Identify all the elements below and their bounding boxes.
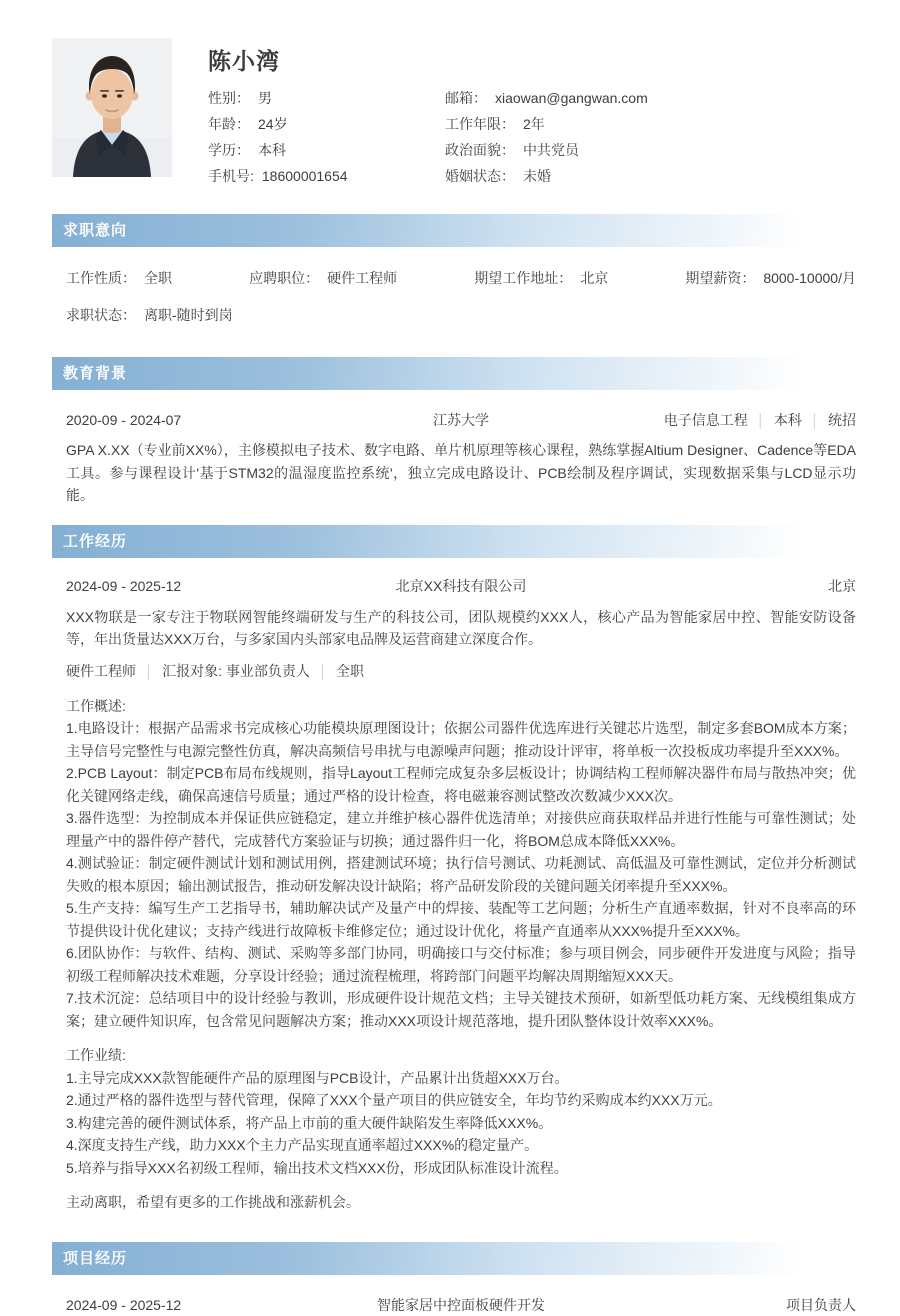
- work-overview: [52, 695, 870, 1033]
- section-header-job-intent: [52, 214, 870, 247]
- portrait-image: [52, 38, 172, 177]
- achievement-item: 1.主导完成XXX款智能硬件产品的原理图与PCB设计，产品累计出货超XXX万台。: [66, 1069, 569, 1086]
- field-marital-status: 婚姻状态： 未婚: [445, 168, 551, 184]
- candidate-info: [208, 38, 870, 184]
- overview-item: 2.PCB Layout：制定PCB布局布线规则，指导Layout工程师完成复杂多层板设计；协调结构工程师解决器件布局与散热冲突；优化关键网络走线，确保高速信号质量；通过严格的设计检查，将电磁兼容测试整改次数减少XXX次。: [66, 765, 856, 804]
- section-title: 项目经历: [63, 1249, 128, 1267]
- project-name: 智能家居中控面板硬件开发: [377, 1296, 545, 1313]
- intent-salary: 期望薪资： 8000-10000/月: [685, 270, 856, 286]
- field-gender: 性别： 男: [208, 90, 272, 106]
- work-role-row: [52, 660, 870, 683]
- overview-item: 4.测试验证：制定硬件测试计划和测试用例，搭建测试环境；执行信号测试、功耗测试、高低温及可靠性测试，定位并分析测试失败的根本原因；输出测试报告，推动研发解决设计缺陷；将产品研发阶段的关键问题关闭率提升至XXX%。: [66, 855, 856, 894]
- field-political-status: 政治面貌： 中共党员: [445, 142, 579, 158]
- intent-position: 应聘职位： 硬件工程师: [249, 270, 398, 286]
- section-header-work: [52, 525, 870, 558]
- education-description: GPA X.XX（专业前XX%），主修模拟电子技术、数字电路、单片机原理等核心课程，熟练掌握Altium Designer、Cadence等EDA工具。参与课程设计'基于STM32的温湿度监控系统'，独立完成电路设计、PCB绘制及程序调试，实现数据采集与LCD显示功能。: [66, 442, 856, 503]
- job-intent-row: [52, 267, 870, 289]
- work-overview-title: 工作概述:: [66, 697, 126, 714]
- separator: │: [810, 413, 819, 428]
- intent-job-nature: 工作性质： 全职: [66, 270, 172, 286]
- work-role: 硬件工程师: [66, 662, 136, 679]
- field-email: 邮箱： xiaowan@gangwan.com: [445, 90, 648, 106]
- education-period: 2020-09 - 2024-07: [66, 412, 182, 428]
- work-location: 北京: [828, 577, 856, 594]
- education-school: 江苏大学: [433, 412, 489, 428]
- separator: │: [756, 413, 765, 428]
- field-age: 年龄： 24岁: [208, 116, 288, 132]
- section-title: 求职意向: [63, 222, 128, 239]
- leave-reason: 主动离职，希望有更多的工作挑战和涨薪机会。: [66, 1194, 360, 1210]
- overview-item: 6.团队协作：与软件、结构、测试、采购等多部门协同，明确接口与交付标准；参与项目例会，同步硬件开发进度与风险；指导初级工程师解决技术难题，分享设计经验；通过流程梳理，将跨部门问题平均解决周期缩短XXX天。: [66, 945, 856, 984]
- achievement-item: 5.培养与指导XXX名初级工程师，输出技术文档XXX份，形成团队标准设计流程。: [66, 1159, 568, 1176]
- separator: │: [145, 663, 154, 679]
- separator: │: [318, 663, 328, 679]
- achievement-item: 3.构建完善的硬件测试体系，将产品上市前的重大硬件缺陷发生率降低XXX%。: [66, 1114, 553, 1131]
- overview-item: 5.生产支持：编写生产工艺指导书，辅助解决试产及量产中的焊接、装配等工艺问题；分析生产直通率数据，针对不良率高的环节提供设计优化建议；支持产线进行故障板卡维修定位；通过设计优化，将量产直通率从XXX%提升至XXX%。: [66, 900, 856, 939]
- resume-page: [52, 0, 870, 1316]
- section-header-education: [52, 357, 870, 390]
- section-header-project: [52, 1242, 870, 1275]
- field-phone: 手机号: 18600001654: [208, 168, 348, 184]
- section-title: 教育背景: [63, 365, 128, 382]
- work-achievements: [52, 1044, 870, 1179]
- basic-info-grid: [208, 91, 870, 184]
- intent-location: 期望工作地址： 北京: [474, 270, 609, 286]
- work-report-to: 汇报对象: 事业部负责人: [162, 662, 310, 679]
- work-row: [52, 575, 870, 597]
- job-status-row: 求职状态： 离职-随时到岗: [66, 307, 233, 323]
- education-row: [52, 409, 870, 432]
- profile-photo: [52, 38, 172, 177]
- candidate-name: 陈小湾: [208, 48, 280, 74]
- work-company: 北京XX科技有限公司: [395, 577, 527, 594]
- work-period: 2024-09 - 2025-12: [66, 577, 182, 594]
- field-experience-years: 工作年限： 2年: [445, 116, 545, 132]
- overview-item: 1.电路设计：根据产品需求书完成核心功能模块原理图设计；依据公司器件优选库进行关键芯片选型，制定多套BOM成本方案；主导信号完整性与电源完整性仿真，解决高频信号串扰与电源噪声问题；推动设计评审，将单板一次投板成功率提升至XXX%。: [66, 720, 856, 759]
- project-row: [52, 1294, 870, 1316]
- section-title: 工作经历: [63, 532, 128, 550]
- achievement-item: 4.深度支持生产线，助力XXX个主力产品实现直通率超过XXX%的稳定量产。: [66, 1137, 539, 1153]
- project-period: 2024-09 - 2025-12: [66, 1296, 182, 1313]
- project-role: 项目负责人: [786, 1296, 856, 1313]
- overview-item: 3.器件选型：为控制成本并保证供应链稳定，建立并维护核心器件优选清单；对接供应商获取样品并进行性能与可靠性测试；处理量产中的器件停产替代，完成替代方案验证与切换；通过器件归一化，将BOM总成本降低XXX%。: [66, 810, 856, 849]
- achievement-item: 2.通过严格的器件选型与替代管理，保障了XXX个量产项目的供应链安全，年均节约采购成本约XXX万元。: [66, 1092, 722, 1108]
- company-intro: XXX物联是一家专注于物联网智能终端研发与生产的科技公司，团队规模约XXX人，核心产品为智能家居中控、智能安防设备等，年出货量达XXX万台，与多家国内头部家电品牌及运营商建立深度合作。: [66, 608, 856, 647]
- field-education: 学历： 本科: [208, 142, 286, 158]
- work-job-type: 全职: [336, 662, 365, 679]
- work-achievements-title: 工作业绩:: [66, 1047, 126, 1063]
- resume-header: [52, 38, 870, 184]
- overview-item: 7.技术沉淀：总结项目中的设计经验与教训，形成硬件设计规范文档；主导关键技术预研，如新型低功耗方案、无线模组集成方案；建立硬件知识库，包含常见问题解决方案；推动XXX项设计规范落地，提升团队整体设计效率XXX%。: [66, 990, 856, 1029]
- education-degree-info: 电子信息工程 │ 本科 │ 统招: [663, 412, 856, 428]
